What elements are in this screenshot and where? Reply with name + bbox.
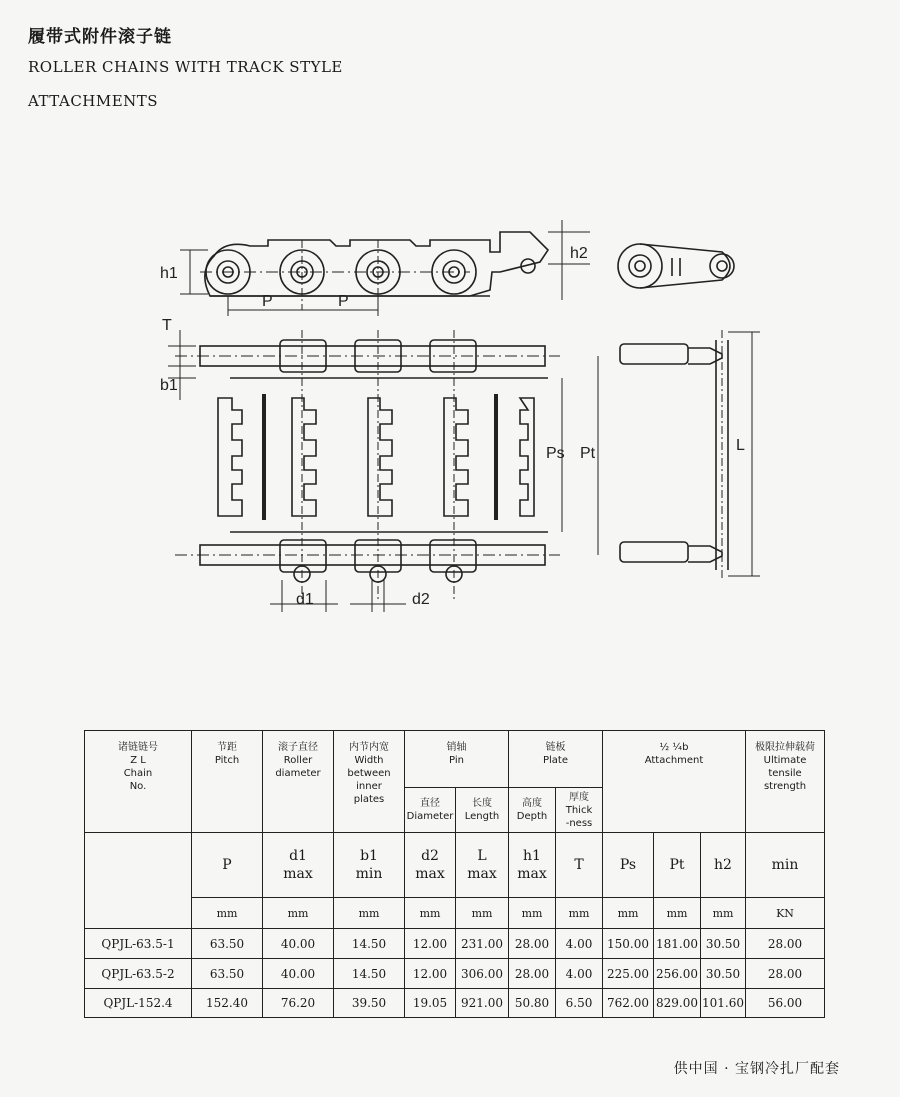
header-plate: 链板 Plate <box>509 731 603 788</box>
unit-cell: mm <box>192 898 263 929</box>
unit-cell: mm <box>509 898 556 929</box>
table-cell: 28.00 <box>509 959 556 989</box>
title-english-line2: ATTACHMENTS <box>28 92 159 110</box>
symbol-cell: min <box>746 833 825 898</box>
end-view-small <box>618 244 734 288</box>
row-chain-no: QPJL-63.5-1 <box>85 929 192 959</box>
label-h2: h2 <box>570 245 588 262</box>
label-d1: d1 <box>296 591 314 608</box>
header-chain-no: 诸链链号 Z L Chain No. <box>85 731 192 833</box>
label-pt: Pt <box>580 445 596 462</box>
table-cell: 50.80 <box>509 989 556 1018</box>
unit-cell: mm <box>701 898 746 929</box>
label-l: L <box>736 437 745 454</box>
label-h1: h1 <box>160 265 178 282</box>
table-cell: 39.50 <box>334 989 405 1018</box>
table-cell: 28.00 <box>746 929 825 959</box>
plan-view <box>168 330 598 612</box>
header-plate-depth: 高度 Depth <box>509 788 556 833</box>
table-cell: 12.00 <box>405 959 456 989</box>
table-cell: 14.50 <box>334 959 405 989</box>
table-cell: 4.00 <box>556 929 603 959</box>
header-attachment: ½ ¼b Attachment <box>603 731 746 833</box>
unit-cell: mm <box>556 898 603 929</box>
table-cell: 19.05 <box>405 989 456 1018</box>
table-cell: 14.50 <box>334 929 405 959</box>
label-d2: d2 <box>412 591 430 608</box>
header-pin-length: 长度 Length <box>456 788 509 833</box>
symbol-cell: Ps <box>603 833 654 898</box>
symbol-cell: h1 max <box>509 833 556 898</box>
header-tensile-strength: 极限拉伸载荷 Ultimate tensile strength <box>746 731 825 833</box>
label-b1: b1 <box>160 377 178 394</box>
table-cell: 256.00 <box>654 959 701 989</box>
end-view <box>620 330 760 580</box>
table-cell: 63.50 <box>192 929 263 959</box>
symbol-cell: T <box>556 833 603 898</box>
symbol-cell: b1 min <box>334 833 405 898</box>
table-row <box>85 929 825 959</box>
symbol-cell: d1 max <box>263 833 334 898</box>
unit-cell: mm <box>456 898 509 929</box>
table-row <box>85 989 825 1018</box>
label-p-2: P <box>338 293 349 310</box>
unit-cell: KN <box>746 898 825 929</box>
table-cell: 40.00 <box>263 929 334 959</box>
table-cell: 829.00 <box>654 989 701 1018</box>
unit-cell: mm <box>405 898 456 929</box>
unit-cell: mm <box>334 898 405 929</box>
title-english-line1: ROLLER CHAINS WITH TRACK STYLE <box>28 58 343 76</box>
label-p-1: P <box>262 293 273 310</box>
header-pitch: 节距 Pitch <box>192 731 263 833</box>
table-cell: 231.00 <box>456 929 509 959</box>
table-cell: 28.00 <box>509 929 556 959</box>
table-cell: 762.00 <box>603 989 654 1018</box>
table-cell: 921.00 <box>456 989 509 1018</box>
row-chain-no: QPJL-152.4 <box>85 989 192 1018</box>
row-chain-no: QPJL-63.5-2 <box>85 959 192 989</box>
table-cell: 4.00 <box>556 959 603 989</box>
table-cell: 12.00 <box>405 929 456 959</box>
table-cell: 152.40 <box>192 989 263 1018</box>
header-width-between-plates: 内节内宽 Width between inner plates <box>334 731 405 833</box>
table-cell: 40.00 <box>263 959 334 989</box>
symbol-blank <box>85 833 192 929</box>
table-cell: 306.00 <box>456 959 509 989</box>
table-cell: 101.60 <box>701 989 746 1018</box>
table-cell: 63.50 <box>192 959 263 989</box>
symbol-cell: h2 <box>701 833 746 898</box>
spec-table <box>84 730 825 1018</box>
side-view <box>180 220 590 316</box>
unit-row <box>85 898 825 929</box>
title-chinese: 履带式附件滚子链 <box>28 27 172 47</box>
header-roller-diameter: 滚子直径 Roller diameter <box>263 731 334 833</box>
symbol-cell: Pt <box>654 833 701 898</box>
label-t: T <box>162 317 172 334</box>
table-cell: 6.50 <box>556 989 603 1018</box>
label-ps: Ps <box>546 445 565 462</box>
footer-note: 供中国 · 宝钢冷扎厂配套 <box>673 1061 840 1077</box>
header-pin-diameter: 直径 Diameter <box>405 788 456 833</box>
symbol-cell: P <box>192 833 263 898</box>
table-row <box>85 959 825 989</box>
unit-cell: mm <box>603 898 654 929</box>
symbol-cell: d2 max <box>405 833 456 898</box>
unit-cell: mm <box>263 898 334 929</box>
table-cell: 28.00 <box>746 959 825 989</box>
table-cell: 181.00 <box>654 929 701 959</box>
table-cell: 56.00 <box>746 989 825 1018</box>
symbol-cell: L max <box>456 833 509 898</box>
table-cell: 30.50 <box>701 959 746 989</box>
table-cell: 150.00 <box>603 929 654 959</box>
table-cell: 30.50 <box>701 929 746 959</box>
unit-cell: mm <box>654 898 701 929</box>
header-plate-thickness: 厚度 Thick -ness <box>556 788 603 833</box>
table-cell: 225.00 <box>603 959 654 989</box>
header-pin: 销轴 Pin <box>405 731 509 788</box>
table-cell: 76.20 <box>263 989 334 1018</box>
symbol-row <box>85 833 825 898</box>
